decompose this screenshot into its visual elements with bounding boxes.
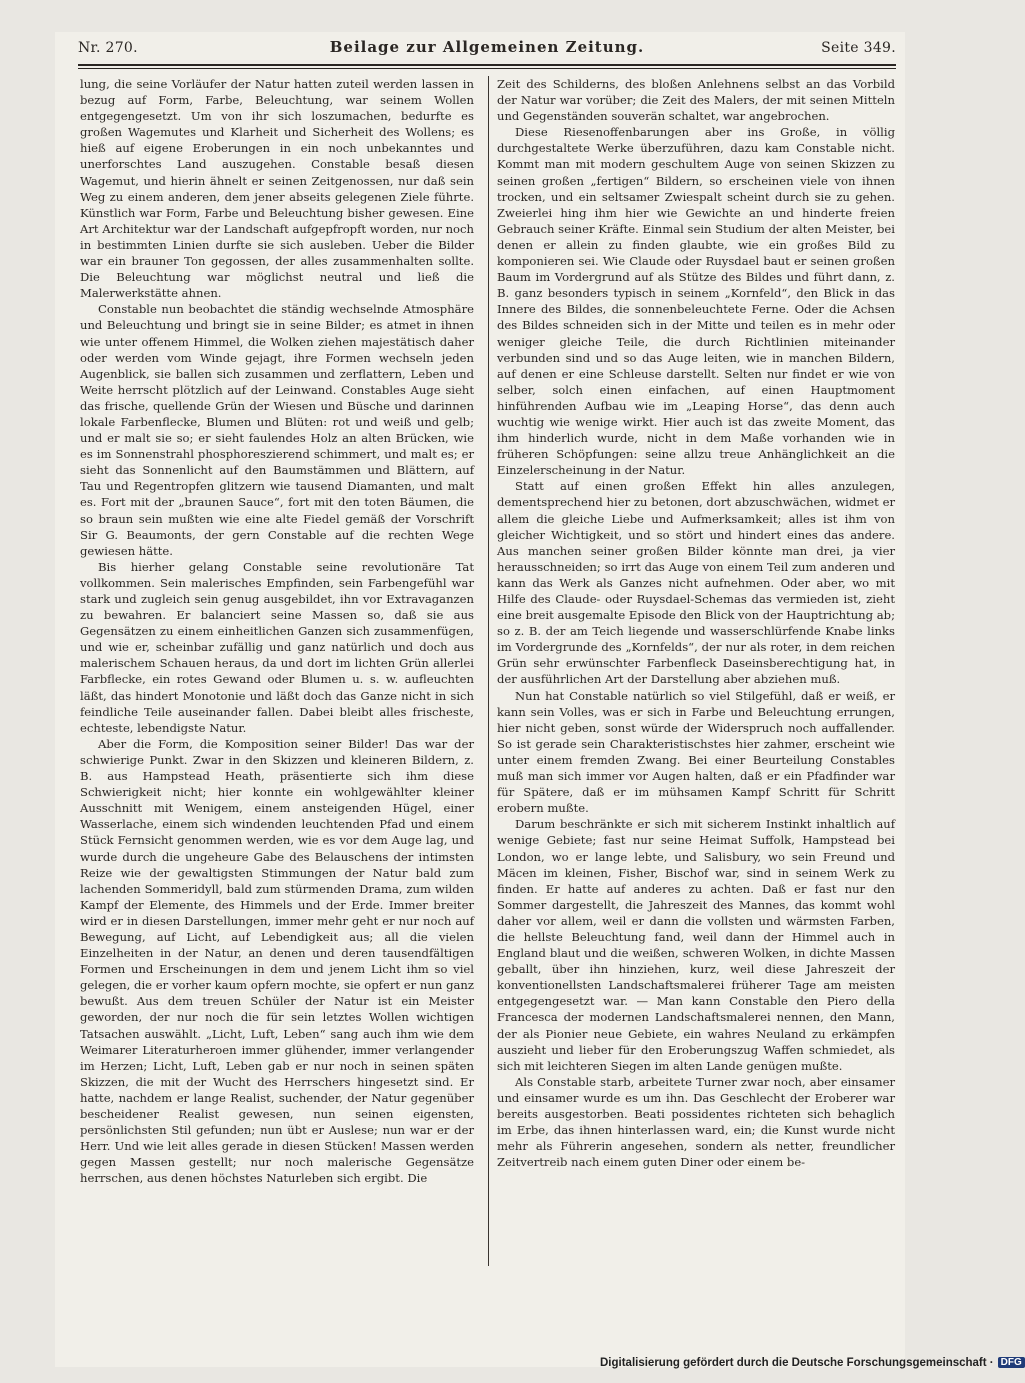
paragraph: lung, die seine Vorläufer der Natur hatten zuteil werden lassen in bezug auf Form, Farbe, Beleuchtung, war seinem Wollen entgegengesetzt. Um von ihr sich loszumachen, bedurfte es großen Wagemutes und Klarheit und Sicherheit des Wollens; es hieß auf eigene Eroberungen in ein noch unbekanntes und unerforschtes Land auszugehen. Constable besaß diesen Wagemut, und hierin ähnelt er seinen Zeitgenossen, nur daß sein Weg zu einem anderen, dem jener abseits gelegenen Ziele führte. Künstlich war Form, Farbe und Beleuchtung bisher gewesen. Eine Art Architektur war der Landschaft aufgepfropft worden, nur noch in bestimmten Linien durfte sie sich ausleben. Ueber die Bilder war ein brauner Ton gegossen, der alles zusammenhalten sollte. Die Beleuchtung war möglichst neutral und ließ die Malerwerkstätte ahnen. xyxy=(80,77,474,301)
paragraph: Constable nun beobachtet die ständig wechselnde Atmosphäre und Beleuchtung und bringt sie in seine Bilder; es atmet in ihnen wie unter offenem Himmel, die Wolken ziehen majestätisch daher oder werden vom Winde gejagt, ihre Formen wechseln jeden Augenblick, sie ballen sich zusammen und zerflattern, Leben und Weite herrscht plötzlich auf der Leinwand. Constables Auge sieht das frische, quellende Grün der Wiesen und Büsche und darinnen lokale Farbenflecke, Blumen und Blüten: rot und weiß und gelb; und er malt sie so; er sieht faulendes Holz an alten Brücken, wie es im Sonnenstrahl phosphoreszierend schimmert, und malt es; er sieht das Sonnenlicht auf den Baumstämmen und Blättern, auf Tau und Regentropfen glitzern wie tausend Diamanten, und malt es. Fort mit der „braunen Sauce“, fort mit den toten Bäumen, die so braun sein mußten wie eine alte Fiedel gemäß der Vorschrift Sir G. Beaumonts, der gern Constable auf die rechten Wege gewiesen hätte. xyxy=(80,302,474,558)
paragraph: Nun hat Constable natürlich so viel Stilgefühl, daß er weiß, er kann sein Volles, was er sich in Farbe und Beleuchtung errungen, hier nicht geben, sonst würde der Widerspruch noch auffallender. So ist gerade sein Charakteristischstes hier zahmer, erscheint wie unter einem fremden Zwang. Bei einer Beurteilung Constables muß man sich immer vor Augen halten, daß er ein Pfadfinder war für Spätere, daß er im mühsamen Kampf Schritt für Schritt erobern mußte. xyxy=(497,688,895,816)
credit-text: Digitalisierung gefördert durch die Deutsche Forschungsgemeinschaft · xyxy=(600,1357,994,1369)
header-rule-thin xyxy=(78,68,896,69)
publication-title: Beilage zur Allgemeinen Zeitung. xyxy=(329,38,645,56)
paragraph: Darum beschränkte er sich mit sicherem Instinkt inhaltlich auf wenige Gebiete; fast nur seine Heimat Suffolk, Hampstead bei London, wo er lange lebte, und Salisbury, wo sein Freund und Mäcen im kleinen, Fisher, Bischof war, sind in seinem Werk zu finden. Er hatte auf anderes zu achten. Daß er fast nur den Sommer dargestellt, die Jahreszeit des Mannes, das kommt wohl daher vor allem, weil er dann die vollsten und wärmsten Farben, die hellste Beleuchtung fand, weil dann der Himmel auch in England blaut und die weißen, schweren Wolken, in dichte Massen geballt, über ihn hinziehen, kurz, weil diese Jahreszeit der konventionellsten Landschaftsmalerei früherer Tage am meisten entgegengesetzt war. — Man kann Constable den Piero della Francesca der modernen Landschaftsmalerei nennen, den Mann, der als Pionier neue Gebiete, ein wahres Neuland zu erkämpfen auszieht und lieber für den Eroberungszug Waffen schmiedet, als sich mit leichteren Siegen im alten Lande genügen mußte. xyxy=(497,817,895,1073)
page-number: Seite 349. xyxy=(821,40,896,56)
paragraph: Statt auf einen großen Effekt hin alles anzulegen, dementsprechend hier zu betonen, dort abzuschwächen, widmet er allem die gleiche Liebe und Aufmerksamkeit; alles ist ihm von gleicher Wichtigkeit, und so stört und hindert eines das andere. Aus manchen seiner großen Bilder könnte man drei, ja vier herausschneiden; so irrt das Auge von einem Teil zum anderen und kann das Werk als Ganzes nicht aufnehmen. Oder aber, wo mit Hilfe des Claude- oder Ruysdael-Schemas das vermieden ist, zieht eine breit ausgemalte Episode den Blick von der Hauptrichtung ab; so z. B. der am Teich liegende und wasserschlürfende Knabe links im Vordergrunde des „Kornfelds“, der nur als roter, in dem reichen Grün sehr erwünschter Farbenfleck Daseinsberechtigung hat, in der ausführlichen Art der Darstellung aber abziehen muß. xyxy=(497,479,895,687)
left-column xyxy=(80,76,474,1266)
page-header xyxy=(78,36,896,62)
right-column xyxy=(497,76,895,1266)
paragraph: Bis hierher gelang Constable seine revolutionäre Tat vollkommen. Sein malerisches Empfinden, sein Farbengefühl war stark und zugleich sein genug ausgebildet, ihn vor Extravaganzen zu bewahren. Er balanciert seine Massen so, daß sie aus Gegensätzen zu einem einheitlichen Ganzen sich zusammenfügen, und wie er, scheinbar zufällig und ganz natürlich und doch aus malerischem Schauen heraus, da und dort im lichten Grün allerlei Farbflecke, ein rotes Gewand oder Blumen u. s. w. aufleuchten läßt, das hindert Monotonie und läßt doch das Ganze nicht in sich feindliche Teile auseinander fallen. Dabei bleibt alles frischeste, echteste, lebendigste Natur. xyxy=(80,559,474,735)
issue-number: Nr. 270. xyxy=(78,40,138,56)
dfg-logo-icon: DFG xyxy=(998,1357,1025,1368)
header-rule xyxy=(78,64,896,66)
paragraph: Aber die Form, die Komposition seiner Bilder! Das war der schwierige Punkt. Zwar in den Skizzen und kleineren Bildern, z. B. aus Hampstead Heath, präsentierte sich ihm diese Schwierigkeit nicht; hier konnte ein wohlgewählter kleiner Ausschnitt mit Wenigem, einem ansteigenden Hügel, einer Wasserlache, einem sich windenden leuchtenden Pfad und einem Stück Fernsicht genommen werden, wie es vor dem Auge lag, und wurde durch die ungeheure Gabe des Belauschens der intimsten Reize wie der gewaltigsten Stimmungen der Natur bald zum lachenden Sommeridyll, bald zum stürmenden Drama, zum wilden Kampf der Elemente, des Himmels und der Erde. Immer breiter wird er in diesen Darstellungen, immer mehr geht er nur noch auf Bewegung, auf Licht, auf Lebendigkeit aus; all die vielen Einzelheiten in der Natur, an denen und deren tausendfältigen Formen und Erscheinungen in dem und jenem Licht ihm so viel gelegen, die er vorher kaum opfern mochte, sie opfert er nun ganz bewußt. Aus dem treuen Schüler der Natur ist ein Meister geworden, der nur noch die für sein letztes Wollen wichtigen Tatsachen auswählt. „Licht, Luft, Leben“ sang auch ihm wie dem Weimarer Literaturheroen immer glühender, immer verlangender im Herzen; Licht, Luft, Leben gab er nur noch in seinen späten Skizzen, die mit der Wucht des Herrschers hingesetzt sind. Er hatte, nachdem er lange Realist, suchender, der Natur gegenüber bescheidener Realist gewesen, nun seinen eigensten, persönlichsten Stil gefunden; nun übt er Auslese; nun war er der Herr. Und wie leit alles gerade in diesen Stücken! Massen werden gegen Massen gestellt; nur noch malerische Gegensätze herrschen, aus denen höchstes Naturleben sich ergibt. Die xyxy=(80,736,474,1186)
paragraph: Zeit des Schilderns, des bloßen Anlehnens selbst an das Vorbild der Natur war vorüber; die Zeit des Malers, der mit seinen Mitteln und Gegenständen souverän schaltet, war angebrochen. xyxy=(497,77,895,124)
column-separator xyxy=(488,76,489,1266)
paragraph: Diese Riesenoffenbarungen aber ins Große, in völlig durchgestaltete Werke überzuführen, dazu kam Constable nicht. Kommt man mit modern geschultem Auge von seinen Skizzen zu seinen großen „fertigen“ Bildern, so erscheinen viele von ihnen trocken, und ein seltsamer Zwiespalt scheint durch sie zu gehen. Zweierlei hing ihm hier wie Gewichte an und hinderte freien Gebrauch seiner Kräfte. Einmal sein Studium der alten Meister, bei denen er allein zu finden glaubte, wie ein großes Bild zu komponieren sei. Wie Claude oder Ruysdael baut er seinen großen Baum im Vordergrund auf als Stütze des Bildes und führt dann, z. B. ganz besonders typisch in seinem „Kornfeld“, den Blick in das Innere des Bildes, die sonnenbeleuchtete Ferne. Oder die Achsen des Bildes schneiden sich in der Mitte und teilen es in mehr oder weniger gleiche Teile, die durch Richtlinien miteinander verbunden sind und so das Auge leiten, wie in manchen Bildern, auf denen er eine Schleuse darstellt. Selten nur findet er wie von selber, solch einen einfachen, auf einen Hauptmoment hinführenden Aufbau wie im „Leaping Horse“, das denn auch wuchtig wie wenige wirkt. Hier auch ist das zweite Moment, das ihm hinderlich wurde, nicht in dem Maße vorhanden wie in früheren Schöpfungen: seine allzu treue Anhänglichkeit an die Einzelerscheinung in der Natur. xyxy=(497,125,895,478)
digitization-credit xyxy=(600,1357,1022,1377)
paragraph: Als Constable starb, arbeitete Turner zwar noch, aber einsamer und einsamer wurde es um ihn. Das Geschlecht der Eroberer war bereits ausgestorben. Beati possidentes richteten sich behaglich im Erbe, das ihnen hinterlassen ward, ein; die Kunst wurde nicht mehr als Führerin angesehen, sondern als netter, freundlicher Zeitvertreib nach einem guten Diner oder einem be- xyxy=(497,1074,895,1170)
